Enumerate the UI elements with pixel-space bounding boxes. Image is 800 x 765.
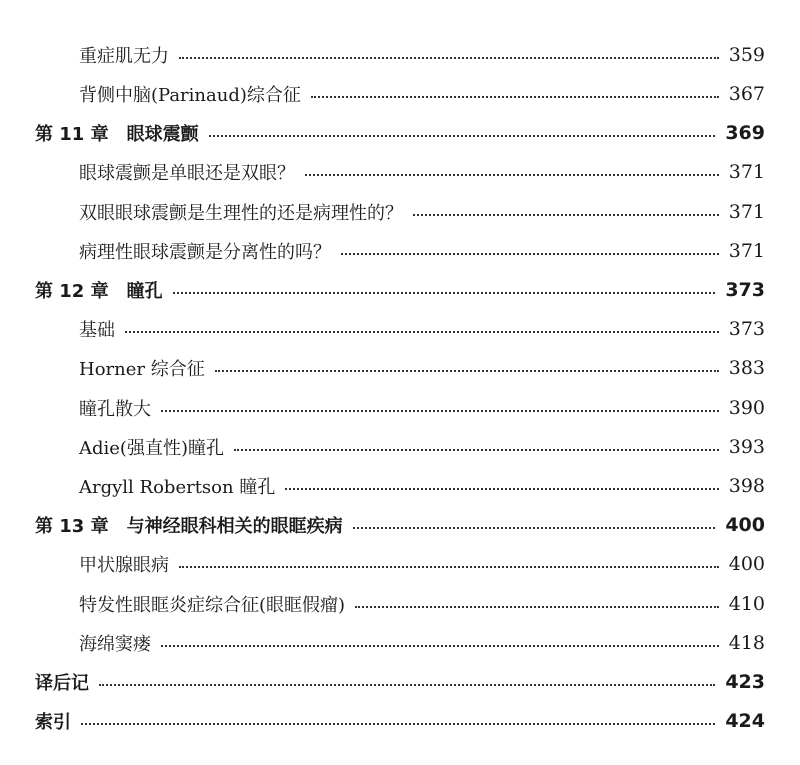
toc-entry[interactable] xyxy=(0,35,800,74)
dot-leader xyxy=(179,566,719,568)
toc-entry-title: 特发性眼眶炎症综合征(眼眶假瘤) xyxy=(79,594,346,616)
toc-page-number: 400 xyxy=(725,513,765,536)
chapter-label: 第 12 章 xyxy=(35,280,109,302)
toc-entry-title: 重症肌无力 xyxy=(79,45,169,67)
toc-entry[interactable] xyxy=(0,584,800,623)
toc-entry[interactable] xyxy=(0,309,800,348)
dot-leader xyxy=(125,331,719,333)
toc-page-number: 423 xyxy=(725,670,765,693)
toc-entry[interactable] xyxy=(0,74,800,113)
dot-leader xyxy=(355,606,719,608)
toc-page-number: 418 xyxy=(728,631,765,654)
chapter-title: 瞳孔 xyxy=(126,280,163,302)
dot-leader xyxy=(311,96,719,98)
toc-page-number: 398 xyxy=(728,474,765,497)
toc-entry-title: Argyll Robertson 瞳孔 xyxy=(79,476,276,498)
dot-leader xyxy=(341,253,719,255)
dot-leader xyxy=(305,174,719,176)
toc-entry-title: 病理性眼球震颤是分离性的吗？ xyxy=(79,241,331,263)
toc-entry[interactable] xyxy=(0,348,800,387)
toc-chapter[interactable] xyxy=(0,113,800,152)
toc-chapter[interactable] xyxy=(0,505,800,544)
toc-page-number: 371 xyxy=(728,200,765,223)
dot-leader xyxy=(173,292,716,294)
toc-entry[interactable] xyxy=(0,623,800,662)
dot-leader xyxy=(285,488,718,490)
chapter-title: 与神经眼科相关的眼眶疾病 xyxy=(126,515,343,537)
dot-leader xyxy=(413,214,719,216)
toc-page-number: 367 xyxy=(728,82,765,105)
chapter-label: 第 13 章 xyxy=(35,515,109,537)
toc-entry-title: 甲状腺眼病 xyxy=(79,554,169,576)
toc-entry-title: 基础 xyxy=(79,319,115,341)
toc-entry-title: Horner 综合征 xyxy=(79,358,205,380)
chapter-title: 眼球震颤 xyxy=(126,123,199,145)
dot-leader xyxy=(161,645,719,647)
toc-chapter[interactable] xyxy=(0,662,800,701)
toc-entry-title: Adie(强直性)瞳孔 xyxy=(79,437,224,459)
toc-page-number: 410 xyxy=(728,592,765,615)
toc-entry-title: 海绵窦瘘 xyxy=(79,633,151,655)
toc-page-number: 373 xyxy=(728,317,765,340)
dot-leader xyxy=(161,410,719,412)
toc-entry-title: 瞳孔散大 xyxy=(79,398,151,420)
toc-chapter[interactable] xyxy=(0,270,800,309)
toc-page-number: 393 xyxy=(728,435,765,458)
dot-leader xyxy=(99,684,715,686)
toc-entry-title: 眼球震颤是单眼还是双眼？ xyxy=(79,162,295,184)
toc-page-number: 383 xyxy=(728,356,765,379)
chapter-label: 第 11 章 xyxy=(35,123,109,145)
toc-entry-title: 双眼眼球震颤是生理性的还是病理性的？ xyxy=(79,202,403,224)
dot-leader xyxy=(353,527,716,529)
dot-leader xyxy=(234,449,719,451)
dot-leader xyxy=(215,370,719,372)
toc-entry[interactable] xyxy=(0,192,800,231)
toc-entry[interactable] xyxy=(0,388,800,427)
toc-page-number: 359 xyxy=(728,43,765,66)
toc-page-number: 390 xyxy=(728,396,765,419)
chapter-title: 索引 xyxy=(35,711,71,733)
dot-leader xyxy=(81,723,715,725)
toc-entry-title: 背侧中脑(Parinaud)综合征 xyxy=(79,84,301,106)
chapter-title: 译后记 xyxy=(35,672,89,694)
toc-chapter[interactable] xyxy=(0,701,800,740)
toc-page-number: 371 xyxy=(728,239,765,262)
dot-leader xyxy=(209,135,716,137)
toc-page-number: 400 xyxy=(728,552,765,575)
toc-page-number: 373 xyxy=(725,278,765,301)
toc-entry[interactable] xyxy=(0,466,800,505)
toc-page-number: 371 xyxy=(728,160,765,183)
toc-entry[interactable] xyxy=(0,544,800,583)
toc-page-number: 369 xyxy=(725,121,765,144)
toc-page-number: 424 xyxy=(725,709,765,732)
toc-entry[interactable] xyxy=(0,427,800,466)
dot-leader xyxy=(179,57,719,59)
toc-entry[interactable] xyxy=(0,152,800,191)
toc-entry[interactable] xyxy=(0,231,800,270)
